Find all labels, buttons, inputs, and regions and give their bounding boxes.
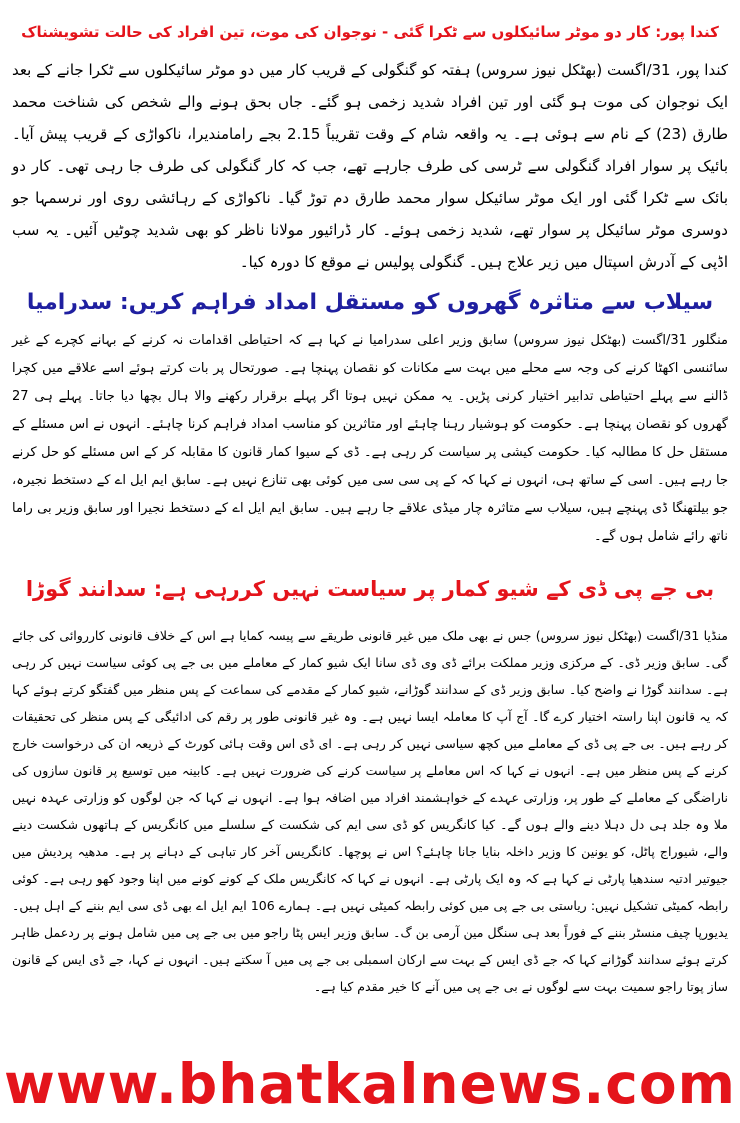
article-kundapur-accident bbox=[0, 0, 740, 285]
article-flood-relief bbox=[0, 285, 740, 555]
article-body: منگلور 31/اگست (بھٹکل نیوز سروس) سابق وزیر اعلی سدرامیا نے کہا ہے کہ احتیاطی اقدامات نہ کرنے کے بہانے کچرے کے غیر سائنسی اکھٹا کرنے کی وجہ سے محلے میں بہت سے مکانات کو نقصان پہنچا ہے۔ صورتحال پر بات کرتے ہوئے اسے علاقے میں کچرا ڈالنے سے پہلے احتیاطی تدابیر اختیار کرنی پڑیں۔ یہ ممکن نہیں ہوتا اگر پہلے برقرار رکھنے والا ہال بچھا دیا جاتا۔ پہلے ہی 27 گھروں کو نقصان پہنچا ہے۔ حکومت کو ہوشیار رہنا چاہئے اور متاثرین کو مناسب امداد فراہم کرنا چاہئے۔ انہوں نے اس مسئلے کے مستقل حل کا مطالبہ کیا۔ حکومت کیشی پر سیاست کر رہی ہے۔ ڈی کے سیوا کمار قانون کا مقابلہ کر کے اس مسئلے کو حل کرنے جا رہے ہیں۔ اسی کے ساتھ ہی، انہوں نے کہا کہ کے پی سی سی میں کوئی بھی تنازع نہیں ہے۔ سابق ایم ایل اے کے دستخط نجیرہ، جو بیلتھنگا ڈی پہنچے ہیں، سیلاب سے متاثرہ چار میڈی علاقے جا رہے ہیں۔ سابق ایم ایل اے کے دستخط نجیرا اور سابق وزیر بی راما ناتھ رائے شامل ہوں گے۔ bbox=[12, 333, 728, 544]
article-bjp-shivakumar bbox=[0, 560, 740, 1020]
article-headline: بی جے پی ڈی کے شیو کمار پر سیاست نہیں کررہی ہے: سدانند گوڑا bbox=[25, 577, 715, 601]
article-headline: سیلاب سے متاثرہ گھروں کو مستقل امداد فراہم کریں: سدرامیا bbox=[26, 290, 714, 315]
site-url-banner: www.bhatkalnews.com bbox=[4, 1052, 736, 1116]
article-body: منڈیا 31/اگست (بھٹکل نیوز سروس) جس نے بھی ملک میں غیر قانونی طریقے سے پیسہ کمایا ہے اس کے خلاف قانونی کارروائی کی جائے گی۔ سابق وزیر ڈی۔ کے مرکزی وزیر مملکت برائے ڈی وی ڈی سانا ایک شیو کمار کے معاملے میں بی جے پی کوئی سیاست نہیں کر رہی ہے۔ سدانند گوڑا نے واضح کیا۔ سابق وزیر ڈی کے سدانند گوڑانے، شیو کمار کے مقدمے کی سماعت کے پس منظر میں گفتگو کرتے ہوئے کہا کہ یہ قانون اپنا راستہ اختیار کرے گا۔ آج آپ کا معاملہ ایسا نہیں ہے۔ وہ غیر قانونی طور پر رقم کی ادائیگی کے پس منظر کی تحقیقات کر رہے ہیں۔ بی جے پی ڈی کے معاملے میں کچھ سیاسی نہیں کر رہی ہے۔ ای ڈی اس وقت ہائی کورٹ کے ذریعہ ان کی درخواست خارج کرنے کے پس منظر میں ہے۔ انہوں نے کہا کہ اس معاملے پر سیاست کرنے کی ضرورت نہیں ہے۔ کابینہ میں توسیع پر قانون سازوں کی ناراضگی کے معاملے کے طور پر، وزارتی عہدے کے خواہشمند افراد میں اضافہ ہوا ہے۔ انہوں نے کہا کہ جن لوگوں کو وزارتی عہدہ نہیں ملا وہ جلد ہی دل دہلا دینے والے ہوں گے۔ کیا کانگریس کو ڈی سی ایم کی شکست کے سلسلے میں کانگریس کے ہاتھوں شکست دینے والے، شیوراج پاٹل، کو یونین کا وزیر داخلہ بنایا جانا چاہئے؟ اس نے پوچھا۔ کانگریس آخر کار تباہی کے دہانے پر ہے۔ مدھیہ پردیش میں جیوتیر ادتیہ سندھیا پارٹی نے کہا ہے کہ وہ ایک پارٹی ہے۔ انہوں نے کہا کہ کانگریس ملک کے کونے کونے میں اپنا وجود کھو رہی ہے۔ کوئی رابطہ کمیٹی تشکیل نہیں: ریاستی بی جے پی میں کوئی رابطہ کمیٹی نہیں ہے۔ ہمارے 106 ایم ایل اے بھی ڈی سی ایم بننے کے اہل ہیں۔ یدیورپا چیف منسٹر بننے کے فوراً بعد ہی سنگل مین آرمی بن گ۔ سابق وزیر ایس پٹا راجو میں بی جے پی میں شامل ہونے پر ردعمل ظاہر کرتے ہوئے سدانند گوڑانے کہا کہ جے ڈی ایس کے بہت سے ارکان اسمبلی بی جے پی میں آ سکتے ہیں۔ انہوں نے کہا، جے ڈی ایس کے قانون ساز پوتا راجو سمیت بہت سے لوگوں نے بی جے پی میں آنے کا خیر مقدم کیا ہے۔ bbox=[12, 628, 728, 994]
article-headline: کندا پور: کار دو موٹر سائیکلوں سے ٹکرا گئی - نوجوان کی موت، تین افراد کی حالت تشویشناک bbox=[21, 23, 719, 41]
article-body: کندا پور، 31/اگست (بھٹکل نیوز سروس) ہفتہ کو گنگولی کے قریب کار میں دو موٹر سائیکلوں سے ٹکرا جانے کے بعد ایک نوجوان کی موت ہو گئی اور تین افراد شدید زخمی ہو گئے۔ جاں بحق ہونے والے شخص کی شناخت محمد طارق (23) کے نام سے ہوئی ہے۔ یہ واقعہ شام کے وقت تقریباً 2.15 بجے رامامندیرا، ناکواڑی کے قریب پیش آیا۔ بائیک پر سوار افراد گنگولی سے ٹرسی کی طرف جارہے تھے، جب کہ کار گنگولی کی طرف جا رہی تھی۔ کار دو بائک سے ٹکرا گئی اور ایک موٹر سائیکل سوار محمد طارق دم توڑ گیا۔ ناکواڑی کے رہائشی روی اور نرسمہا جو دوسری موٹر سائیکل پر سوار تھے، شدید زخمی ہوئے۔ کار ڈرائیور مولانا ناظر کو بھی شدید چوٹیں آئیں۔ یہ سب اڈپی کے آدرش اسپتال میں زیر علاج ہیں۔ گنگولی پولیس نے موقع کا دورہ کیا۔ bbox=[12, 61, 729, 271]
